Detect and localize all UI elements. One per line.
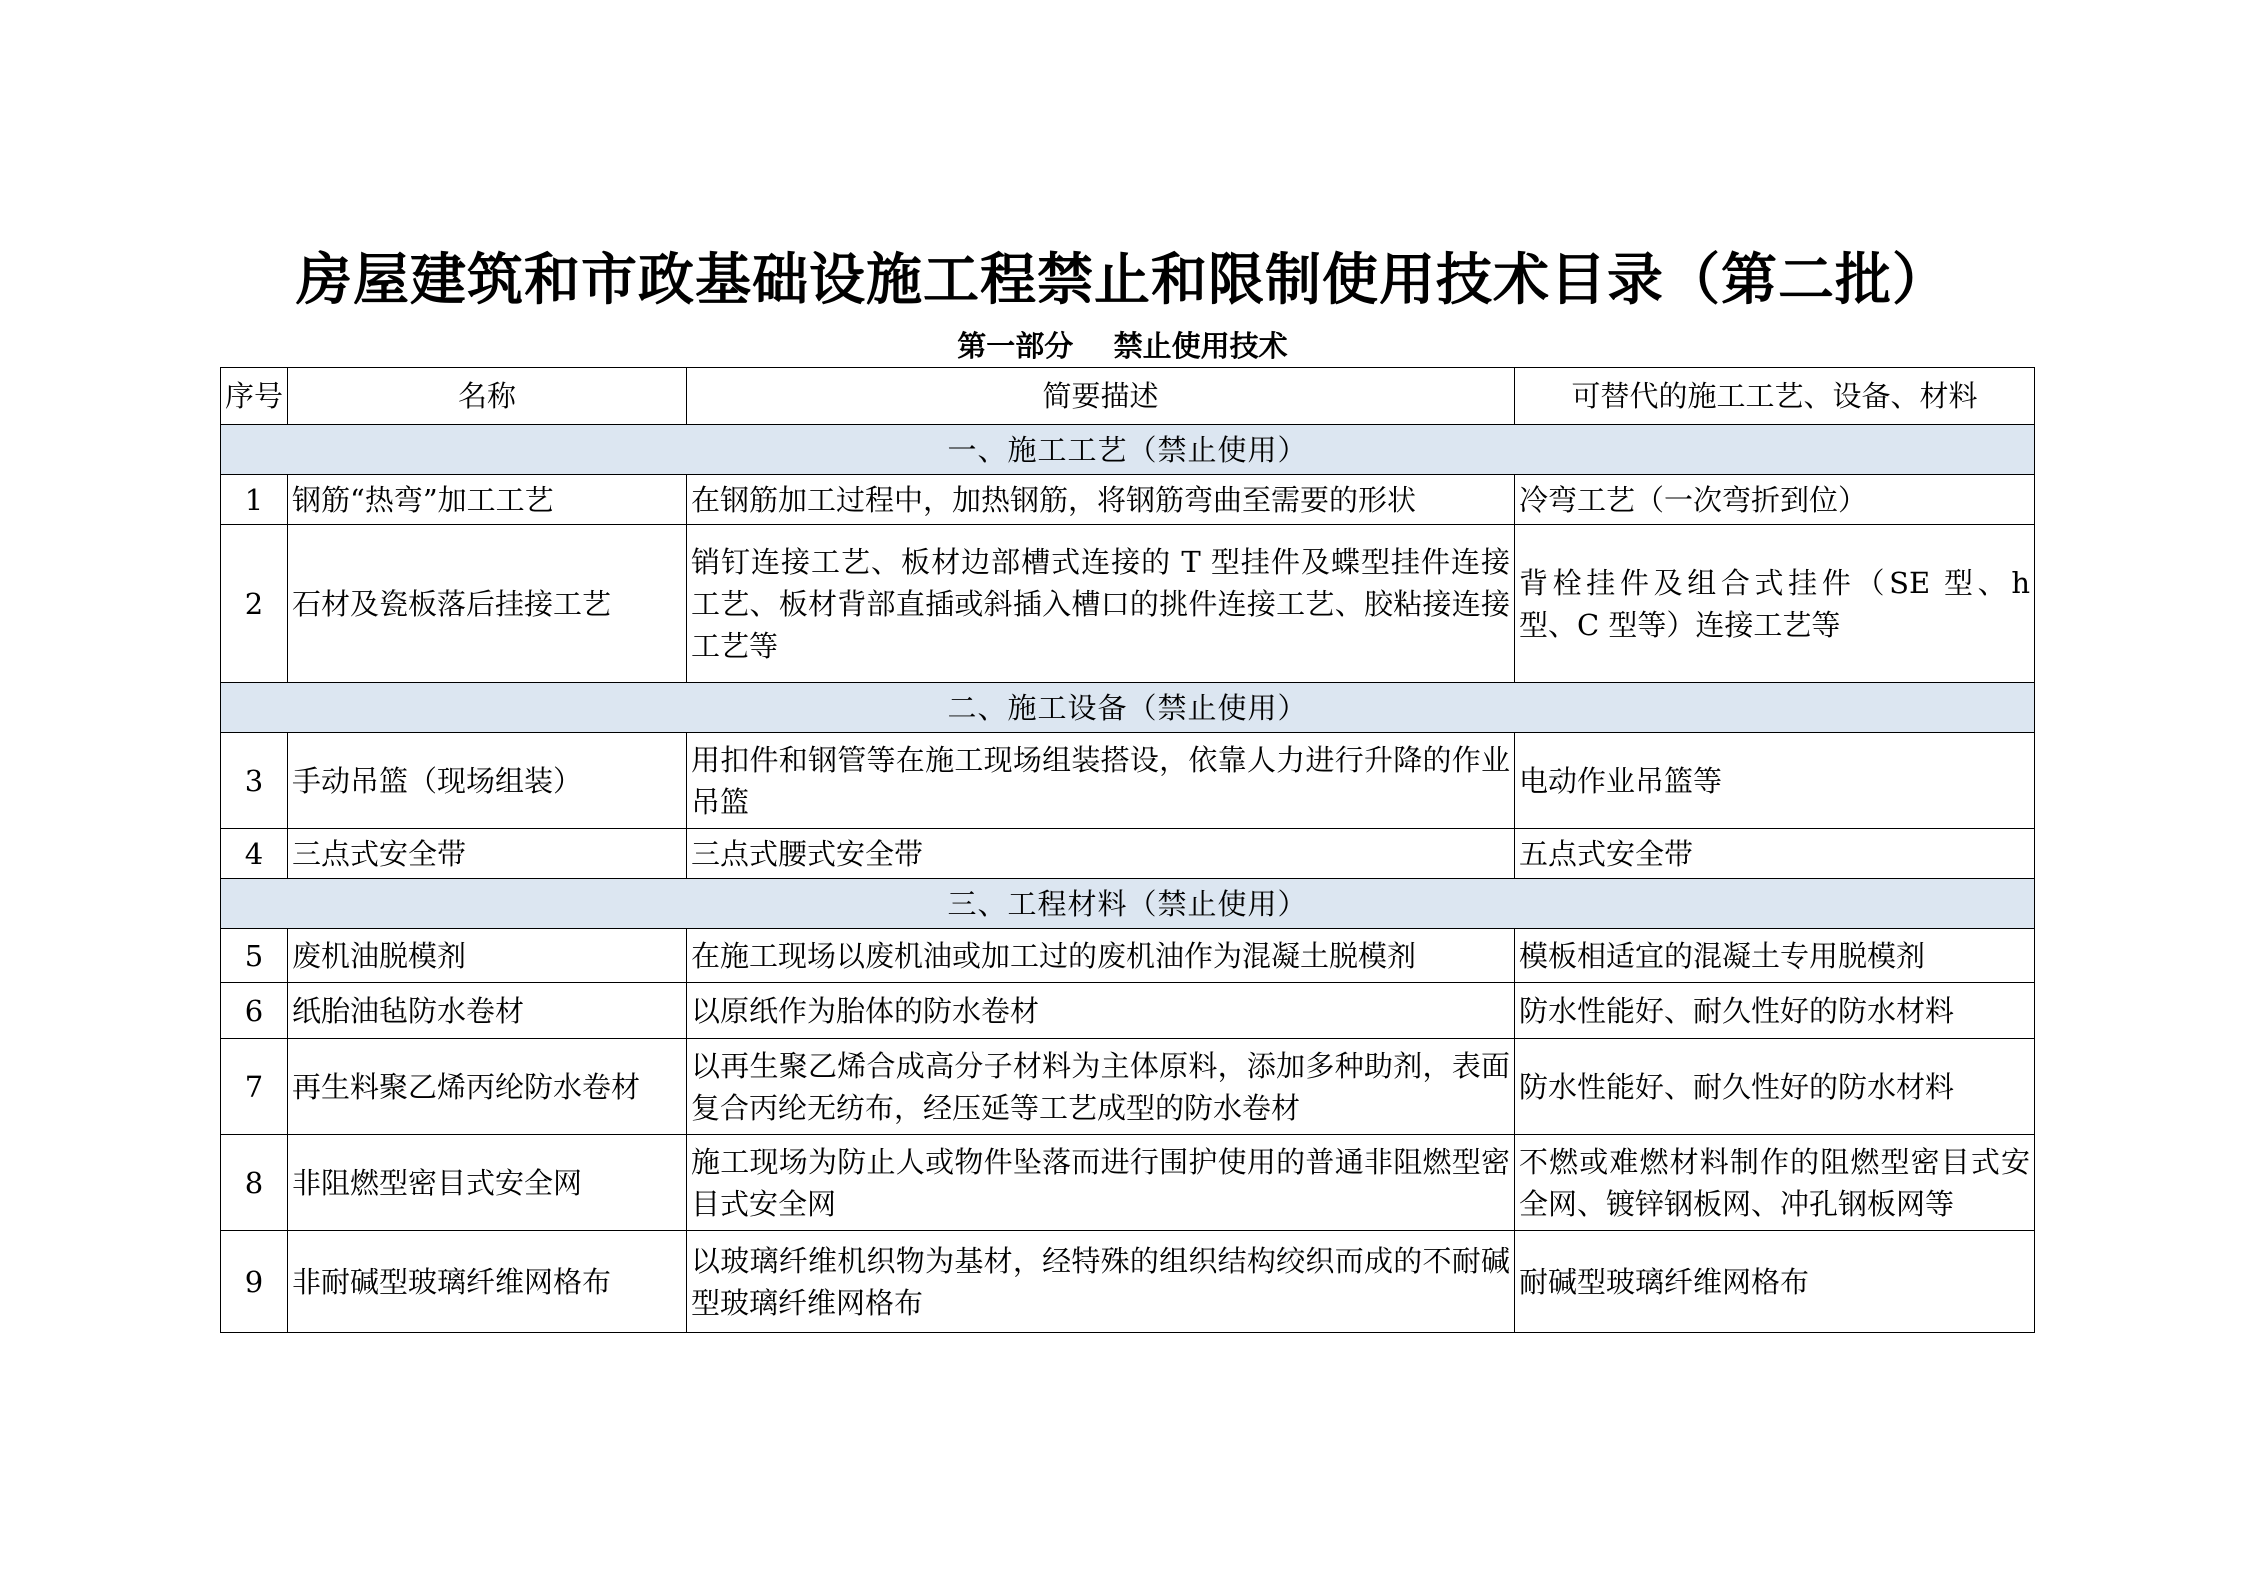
row-description: 在钢筋加工过程中，加热钢筋，将钢筋弯曲至需要的形状 (687, 475, 1515, 525)
table-row (221, 525, 2035, 683)
part-title: 第一部分 禁止使用技术 (957, 329, 1288, 363)
row-name: 废机油脱模剂 (288, 929, 687, 983)
table-row (221, 1135, 2035, 1231)
table-row (221, 1039, 2035, 1135)
row-description: 以原纸作为胎体的防水卷材 (687, 983, 1515, 1039)
row-name: 非阻燃型密目式安全网 (288, 1135, 687, 1231)
row-description: 以再生聚乙烯合成高分子材料为主体原料，添加多种助剂，表面复合丙纶无纺布，经压延等工艺成型的防水卷材 (687, 1039, 1515, 1135)
section-row (221, 683, 2035, 733)
row-no: 6 (221, 983, 288, 1039)
table-row (221, 1231, 2035, 1333)
table-row (221, 983, 2035, 1039)
document-title: 房屋建筑和市政基础设施工程禁止和限制使用技术目录（第二批） (296, 247, 1949, 313)
section-heading: 一、施工工艺（禁止使用） (221, 425, 2035, 475)
row-no: 8 (221, 1135, 288, 1231)
row-description: 施工现场为防止人或物件坠落而进行围护使用的普通非阻燃型密目式安全网 (687, 1135, 1515, 1231)
row-alternative: 电动作业吊篮等 (1515, 733, 2035, 829)
row-alternative: 五点式安全带 (1515, 829, 2035, 879)
row-name: 手动吊篮（现场组装） (288, 733, 687, 829)
row-name: 三点式安全带 (288, 829, 687, 879)
row-no: 2 (221, 525, 288, 683)
row-no: 7 (221, 1039, 288, 1135)
row-name: 石材及瓷板落后挂接工艺 (288, 525, 687, 683)
row-alternative: 不燃或难燃材料制作的阻燃型密目式安全网、镀锌钢板网、冲孔钢板网等 (1515, 1135, 2035, 1231)
technology-catalog-table (220, 367, 2035, 1333)
table-row (221, 929, 2035, 983)
row-alternative: 防水性能好、耐久性好的防水材料 (1515, 983, 2035, 1039)
header-no: 序号 (221, 368, 288, 425)
header-name: 名称 (288, 368, 687, 425)
row-description: 以玻璃纤维机织物为基材，经特殊的组织结构绞织而成的不耐碱型玻璃纤维网格布 (687, 1231, 1515, 1333)
row-name: 非耐碱型玻璃纤维网格布 (288, 1231, 687, 1333)
row-name: 纸胎油毡防水卷材 (288, 983, 687, 1039)
row-description: 用扣件和钢管等在施工现场组装搭设，依靠人力进行升降的作业吊篮 (687, 733, 1515, 829)
row-no: 5 (221, 929, 288, 983)
header-description: 简要描述 (687, 368, 1515, 425)
row-description: 销钉连接工艺、板材边部槽式连接的 T 型挂件及蝶型挂件连接工艺、板材背部直插或斜插入槽口的挑件连接工艺、胶粘接连接工艺等 (687, 525, 1515, 683)
row-description: 三点式腰式安全带 (687, 829, 1515, 879)
row-alternative: 背栓挂件及组合式挂件（SE 型、h 型、C 型等）连接工艺等 (1515, 525, 2035, 683)
section-row (221, 879, 2035, 929)
row-no: 3 (221, 733, 288, 829)
table-row (221, 733, 2035, 829)
row-description: 在施工现场以废机油或加工过的废机油作为混凝土脱模剂 (687, 929, 1515, 983)
table-row (221, 829, 2035, 879)
row-no: 9 (221, 1231, 288, 1333)
table-row (221, 475, 2035, 525)
section-heading: 三、工程材料（禁止使用） (221, 879, 2035, 929)
row-alternative: 模板相适宜的混凝土专用脱模剂 (1515, 929, 2035, 983)
section-row (221, 425, 2035, 475)
row-name: 再生料聚乙烯丙纶防水卷材 (288, 1039, 687, 1135)
section-heading: 二、施工设备（禁止使用） (221, 683, 2035, 733)
row-no: 4 (221, 829, 288, 879)
header-alternative: 可替代的施工工艺、设备、材料 (1515, 368, 2035, 425)
row-alternative: 防水性能好、耐久性好的防水材料 (1515, 1039, 2035, 1135)
table-header-row (221, 368, 2035, 425)
row-alternative: 冷弯工艺（一次弯折到位） (1515, 475, 2035, 525)
row-name: 钢筋“热弯”加工工艺 (288, 475, 687, 525)
row-alternative: 耐碱型玻璃纤维网格布 (1515, 1231, 2035, 1333)
row-no: 1 (221, 475, 288, 525)
